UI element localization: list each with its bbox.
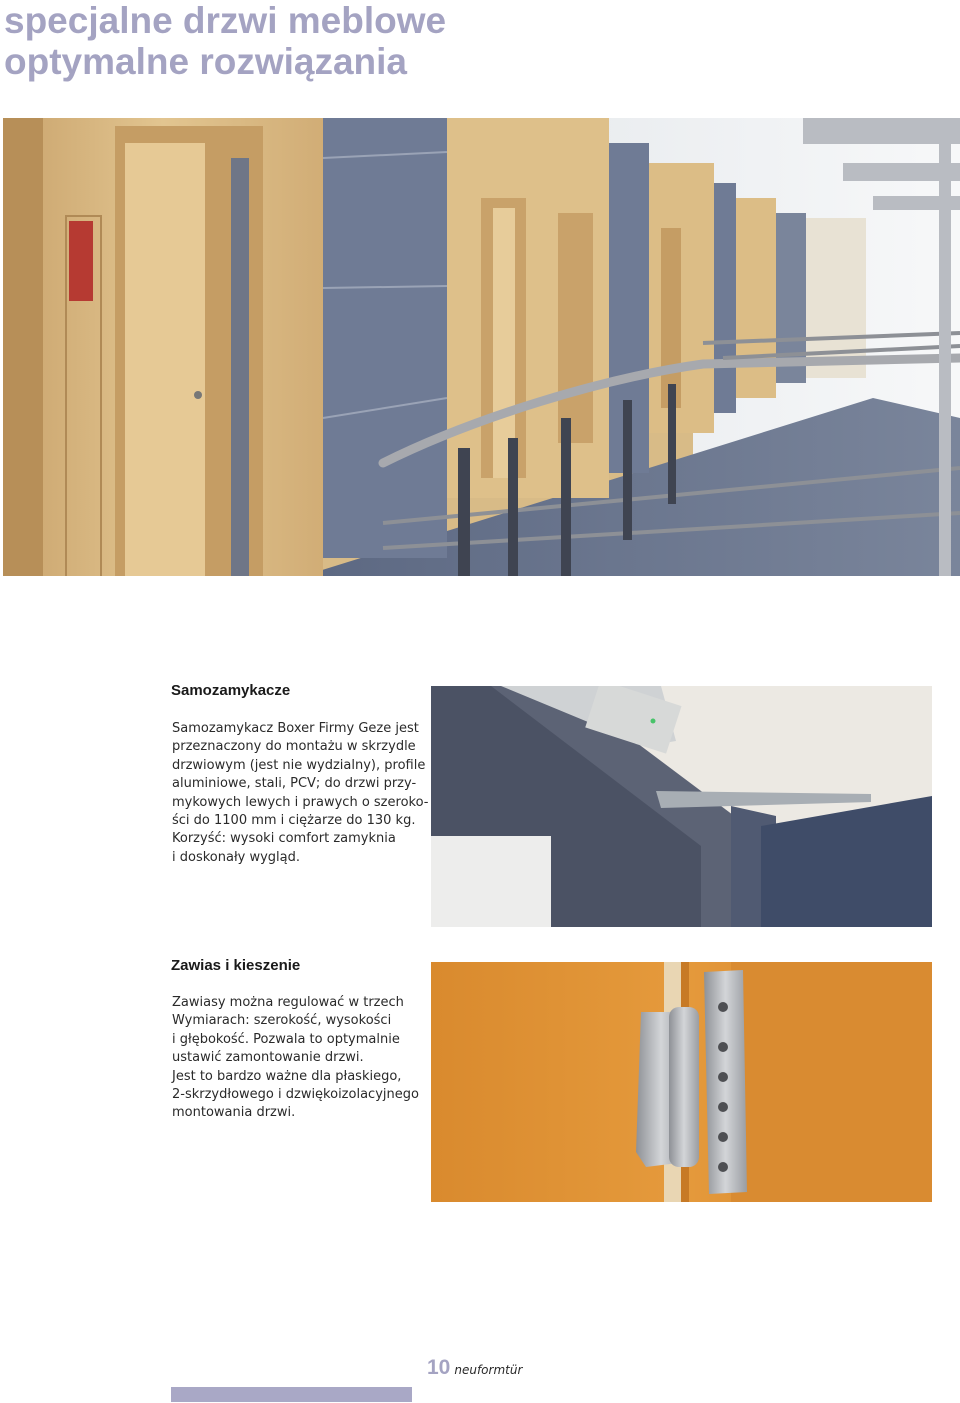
page-footer <box>427 1356 522 1386</box>
brand-name: neuformtür <box>454 1363 523 1377</box>
footer-bar <box>171 1387 412 1402</box>
door-closers-heading: Samozamykacze <box>171 682 291 699</box>
hinges-heading: Zawias i kieszenie <box>171 957 301 974</box>
hinges-description <box>172 994 417 1123</box>
text-line: i doskonały wygląd. <box>172 849 301 865</box>
text-line: drzwiowym (jest nie wydzialny), profile <box>172 757 426 773</box>
text-line: 2-skrzydłowego i dzwiękoizolacyjnego <box>172 1087 419 1103</box>
text-line: Wymiarach: szerokość, wysokości <box>172 1013 392 1029</box>
text-line: ustawić zamontowanie drzwi. <box>172 1050 364 1066</box>
text-line: aluminiowe, stali, PCV; do drzwi przy- <box>172 776 417 792</box>
door-closer-photo <box>431 686 932 927</box>
text-line: Korzyść: wysoki comfort zamyknia <box>172 831 396 847</box>
text-line: przeznaczony do montażu w skrzydle <box>172 739 416 755</box>
text-line: Zawiasy można regulować w trzech <box>172 995 404 1010</box>
page-title-line-1: specjalne drzwi meblowe <box>4 0 447 41</box>
text-line: Samozamykacz Boxer Firmy Geze jest <box>172 721 419 736</box>
text-line: i głębokość. Pozwala to optymalnie <box>172 1031 400 1047</box>
corridor-photo <box>3 118 960 576</box>
text-line: mykowych lewych i prawych o szeroko- <box>172 794 429 810</box>
page-number: 10 <box>427 1356 451 1379</box>
page-title <box>4 0 446 82</box>
text-line: montowania drzwi. <box>172 1105 296 1121</box>
text-line: ści do 1100 mm i ciężarze do 130 kg. <box>172 813 416 829</box>
hinge-photo <box>431 962 932 1202</box>
door-closers-description <box>172 720 429 867</box>
text-line: Jest to bardzo ważne dla płaskiego, <box>172 1068 402 1084</box>
page-title-line-2: optymalne rozwiązania <box>4 41 407 82</box>
